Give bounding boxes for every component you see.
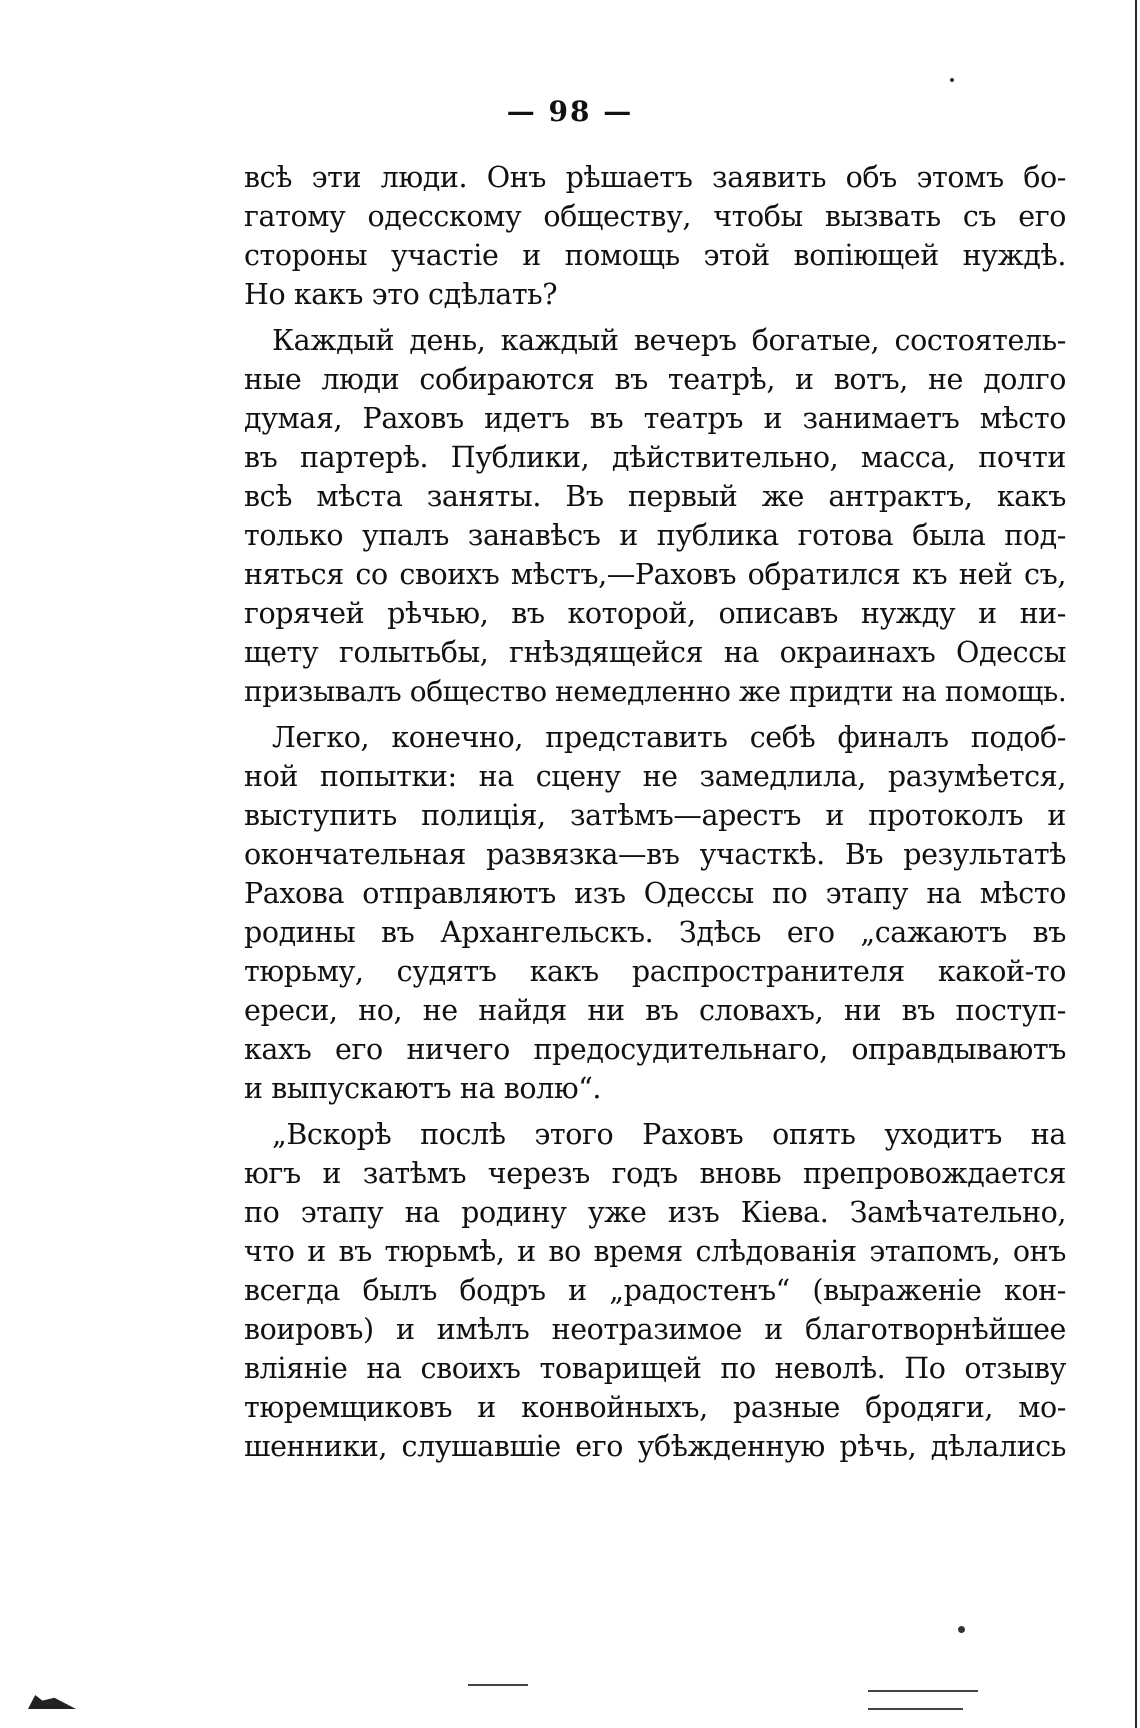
text-line: и выпускаютъ на волю“.: [244, 1072, 602, 1105]
text-line: Каждый день, каждый вечеръ богатые, состоятель-: [272, 324, 1066, 357]
text-line: выступить полиція, затѣмъ—арестъ и протоколъ и: [244, 799, 1066, 832]
paragraph-1: [244, 158, 1066, 314]
paragraph-4: [244, 1115, 1066, 1466]
text-line: всѣ эти люди. Онъ рѣшаетъ заявить объ этомъ бо-: [244, 161, 1066, 194]
text-line: кахъ его ничего предосудительнаго, оправдываютъ: [244, 1033, 1066, 1066]
scan-bottom-mark: [868, 1708, 963, 1710]
body-text: [244, 158, 1066, 1473]
text-line: только упалъ занавѣсъ и публика готова была под-: [244, 519, 1066, 552]
text-line: щету голытьбы, гнѣздящейся на окраинахъ Одессы: [244, 636, 1066, 669]
text-line: окончательная развязка—въ участкѣ. Въ результатѣ: [244, 838, 1066, 871]
text-line: гатому одесскому обществу, чтобы вызвать съ его: [244, 200, 1066, 233]
scan-corner-mark: [28, 1695, 76, 1709]
text-line: призывалъ общество немедленно же придти на помощь.: [244, 675, 1067, 708]
text-line: всегда былъ бодръ и „радостенъ“ (выраженіе кон-: [244, 1274, 1066, 1307]
text-line: думая, Раховъ идетъ въ театръ и занимаетъ мѣсто: [244, 402, 1066, 435]
text-line: вліяніе на своихъ товарищей по неволѣ. По отзыву: [244, 1352, 1066, 1385]
text-line: тюрьму, судятъ какъ распространителя какой-то: [244, 955, 1066, 988]
scan-bottom-mark: [868, 1690, 978, 1692]
scan-speck: [958, 1626, 965, 1633]
text-line: что и въ тюрьмѣ, и во время слѣдованія этапомъ, онъ: [244, 1235, 1066, 1268]
text-line: тюремщиковъ и конвойныхъ, разные бродяги, мо-: [244, 1391, 1066, 1424]
text-line: въ партерѣ. Публики, дѣйствительно, масса, почти: [244, 441, 1066, 474]
text-line: всѣ мѣста заняты. Въ первый же антрактъ, какъ: [244, 480, 1066, 513]
text-line: ные люди собираются въ театрѣ, и вотъ, не долго: [244, 363, 1066, 396]
text-line: горячей рѣчью, въ которой, описавъ нужду и ни-: [244, 597, 1066, 630]
text-line: няться со своихъ мѣстъ,—Раховъ обратился къ ней съ,: [244, 558, 1066, 591]
text-line: стороны участіе и помощь этой вопіющей нуждѣ.: [244, 239, 1066, 272]
page-number: — 98 —: [506, 95, 634, 128]
text-line: родины въ Архангельскъ. Здѣсь его „сажаютъ въ: [244, 916, 1066, 949]
text-line: по этапу на родину уже изъ Кіева. Замѣчательно,: [244, 1196, 1066, 1229]
text-line: „Вскорѣ послѣ этого Раховъ опять уходитъ на: [272, 1118, 1066, 1151]
paragraph-3: [244, 718, 1066, 1108]
text-line: Рахова отправляютъ изъ Одессы по этапу на мѣсто: [244, 877, 1066, 910]
text-line: ной попытки: на сцену не замедлила, разумѣется,: [244, 760, 1066, 793]
text-line: югъ и затѣмъ черезъ годъ вновь препровождается: [244, 1157, 1066, 1190]
text-line: Но какъ это сдѣлать?: [244, 278, 558, 311]
scan-bottom-mark: [468, 1684, 528, 1686]
page-edge-line: [1135, 0, 1137, 1728]
scan-speck: [950, 78, 954, 82]
text-line: воировъ) и имѣлъ неотразимое и благотворнѣйшее: [244, 1313, 1066, 1346]
text-line: Легко, конечно, представить себѣ финалъ подоб-: [272, 721, 1066, 754]
paragraph-2: [244, 321, 1066, 711]
text-line: шенники, слушавшіе его убѣжденную рѣчь, дѣлались: [244, 1430, 1066, 1463]
text-line: ереси, но, не найдя ни въ словахъ, ни въ поступ-: [244, 994, 1066, 1027]
